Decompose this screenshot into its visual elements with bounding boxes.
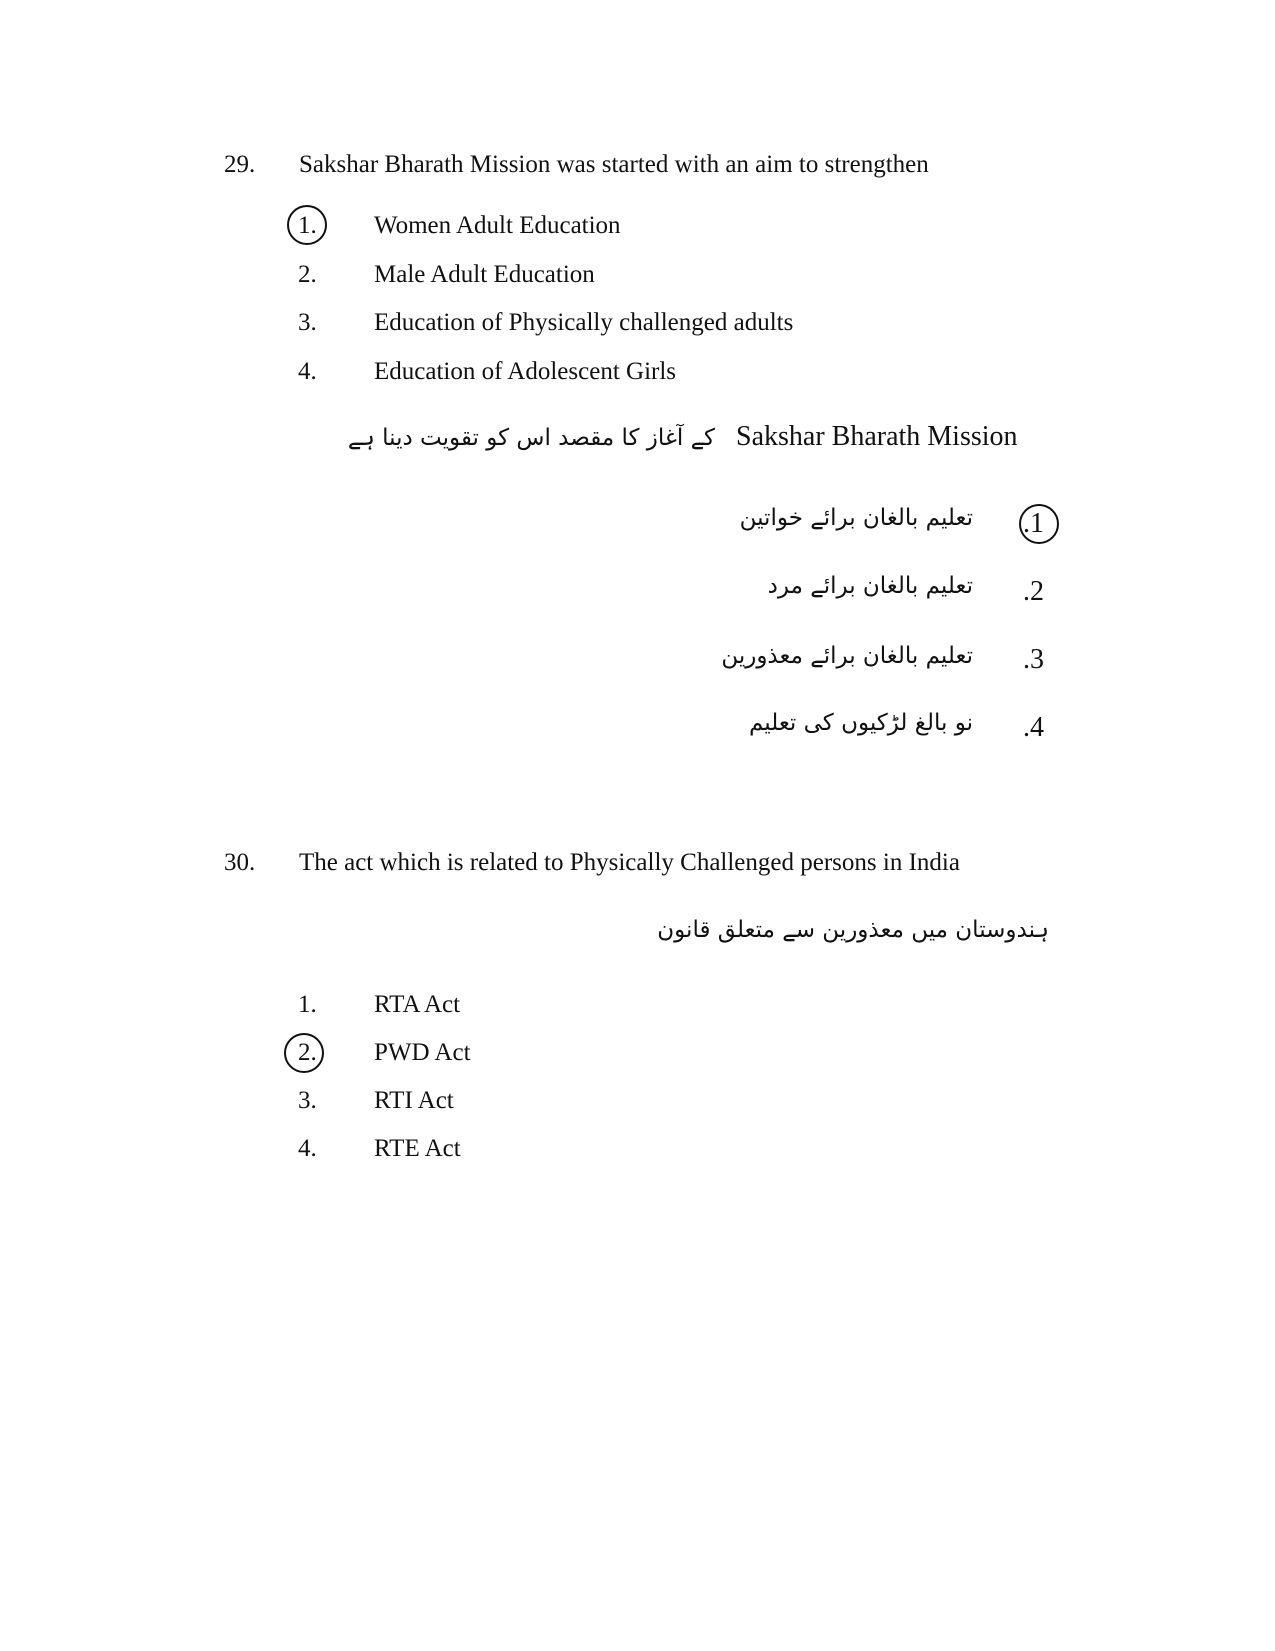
option-text: نو بالغ لڑکیوں کی تعلیم (748, 710, 973, 736)
option-text: تعلیم بالغان برائے معذورین (721, 643, 973, 669)
option-text: Education of Adolescent Girls (374, 358, 677, 385)
option-text: Male Adult Education (374, 261, 595, 288)
option-number: 1. (298, 991, 317, 1018)
option-number: .3 (1023, 644, 1044, 675)
option-text: PWD Act (374, 1039, 471, 1066)
option-text: RTI Act (374, 1087, 454, 1114)
option-text: تعلیم بالغان برائے مرد (767, 573, 973, 599)
option-number: 3. (298, 1087, 317, 1114)
question-text: Sakshar Bharath Mission was started with an aim to strengthen (299, 151, 929, 178)
question-text-urdu: ہندوستان میں معذورین سے متعلق قانون (657, 917, 1049, 943)
question-number: 29. (224, 151, 256, 178)
option-number: 1. (298, 212, 317, 239)
option-text: RTE Act (374, 1135, 461, 1162)
option-text: RTA Act (374, 991, 461, 1018)
option-number: .4 (1023, 712, 1044, 743)
option-number: 3. (298, 309, 317, 336)
option-number: 4. (298, 358, 317, 385)
option-number: 2. (298, 261, 317, 288)
question-text-urdu-body: کے آغاز کا مقصد اس کو تقویت دینا ہے (347, 425, 715, 451)
question-text-urdu-prefix: Sakshar Bharath Mission (736, 421, 1018, 452)
option-text: Women Adult Education (374, 212, 621, 239)
question-number: 30. (224, 849, 256, 876)
option-number: .1 (1023, 508, 1044, 539)
option-number: .2 (1023, 576, 1044, 607)
option-text: Education of Physically challenged adults (374, 309, 794, 336)
option-number: 2. (298, 1039, 317, 1066)
question-text: The act which is related to Physically Challenged persons in India (299, 849, 960, 876)
option-text: تعلیم بالغان برائے خواتین (739, 505, 973, 531)
option-number: 4. (298, 1135, 317, 1162)
